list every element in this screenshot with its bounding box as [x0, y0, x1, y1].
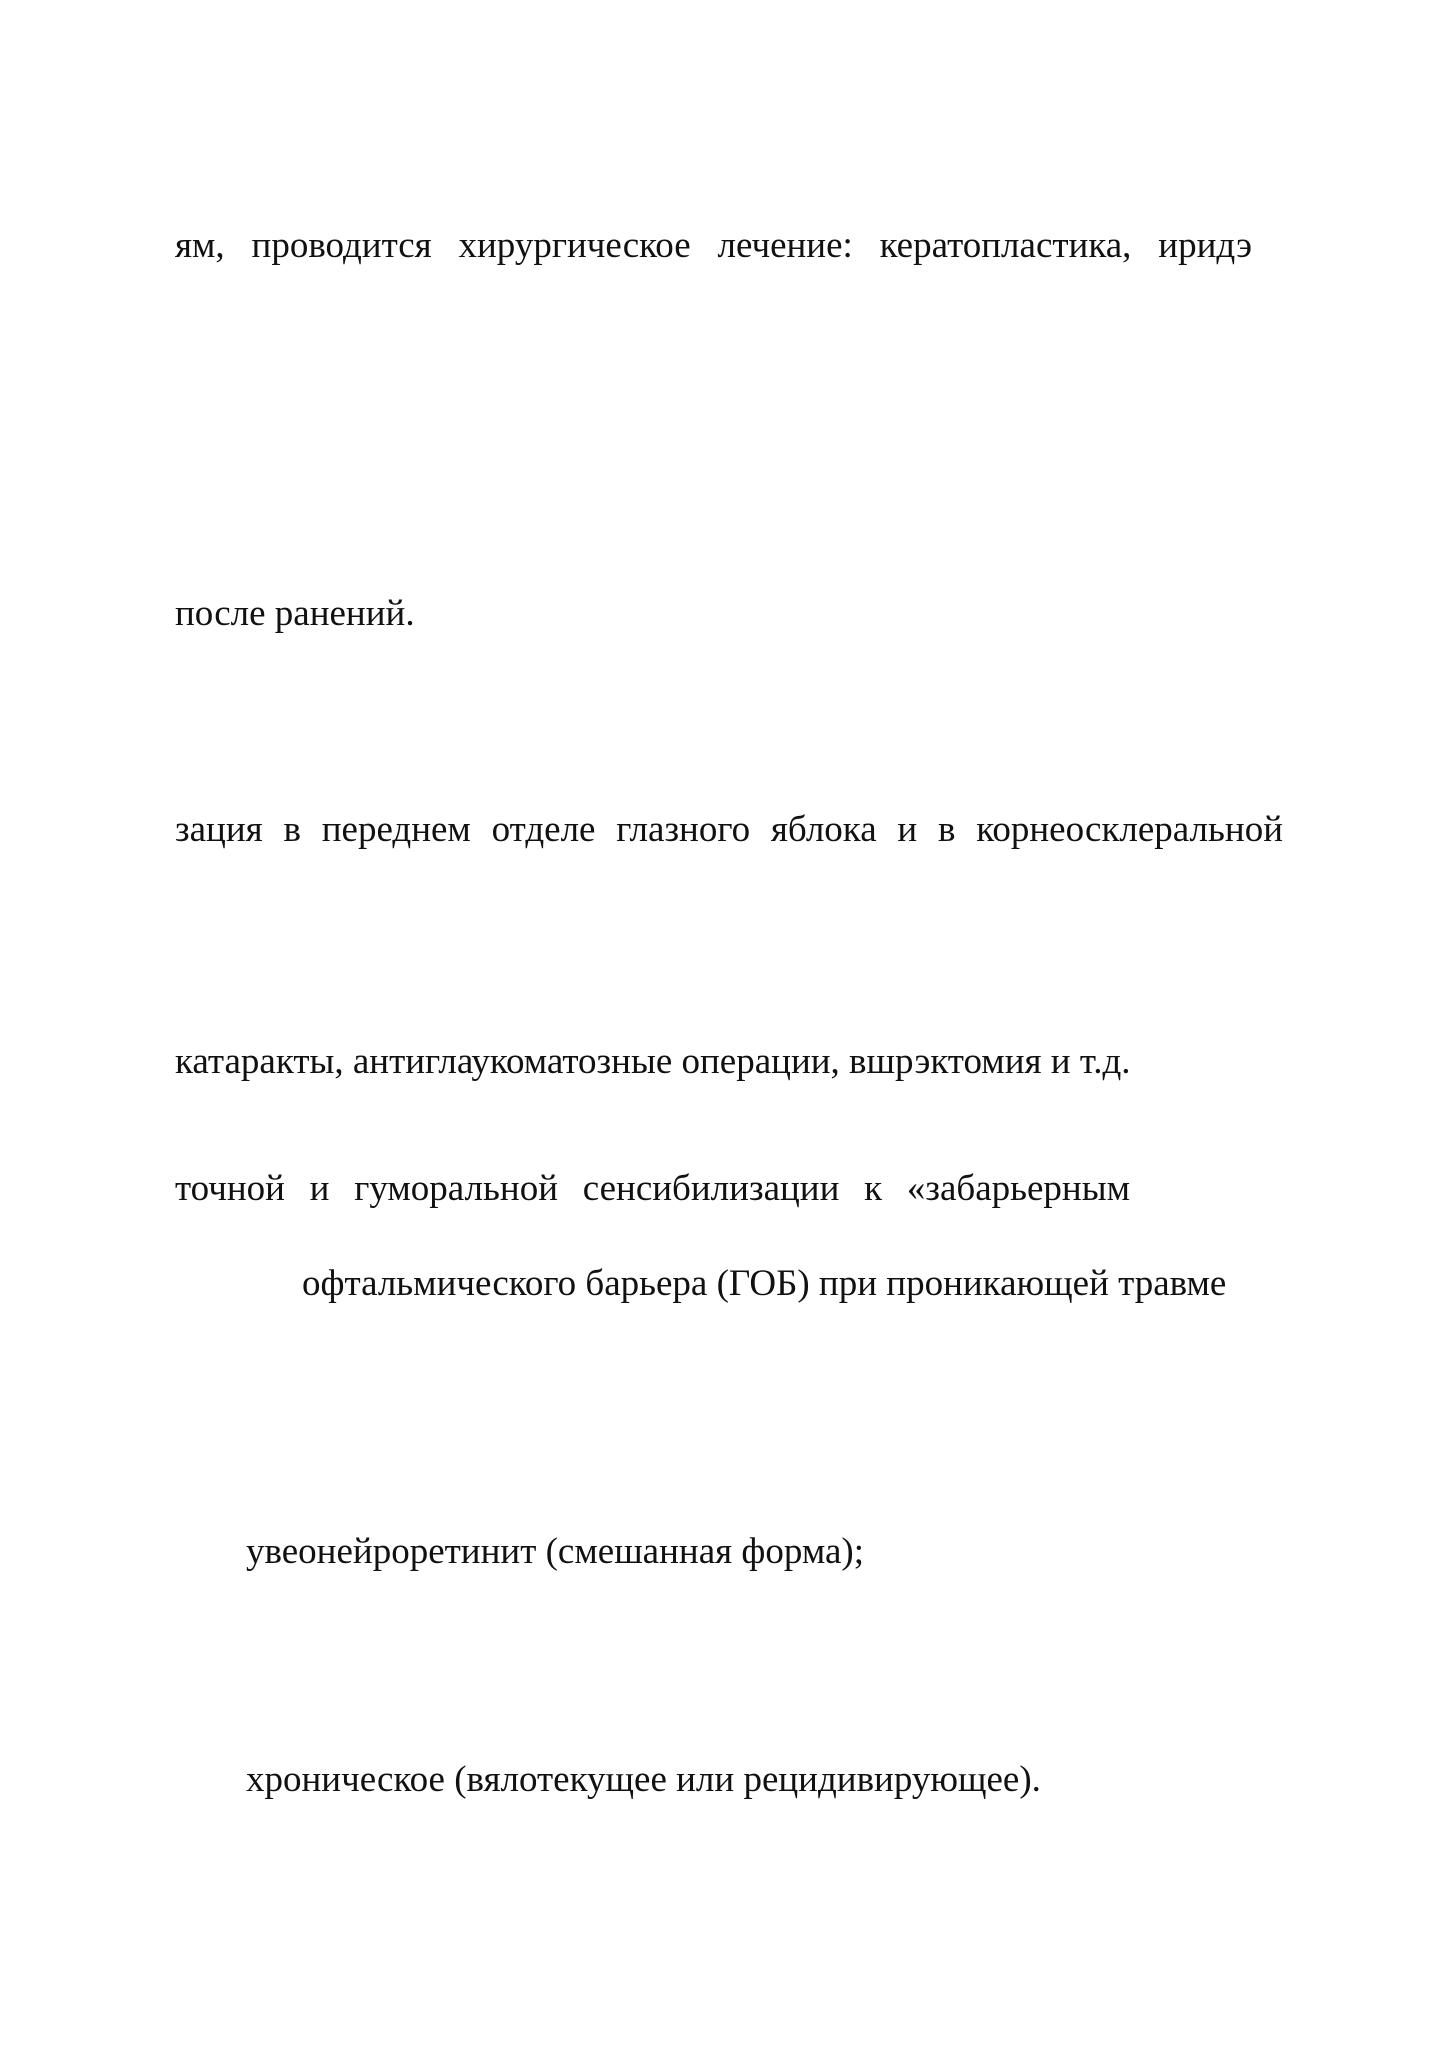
text-line-5: точной и гуморальной сенсибилизации к «забарьерным — [175, 1168, 1130, 1209]
text-line-6: офтальмического барьера (ГОБ) при проникающей травме — [302, 1263, 1227, 1304]
text-line-4: катаракты, антиглаукоматозные операции, вшрэктомия и т.д. — [175, 1041, 1131, 1082]
text-line-8: хроническое (вялотекущее или рецидивирующее). — [246, 1759, 1041, 1800]
text-line-1: ям, проводится хирургическое лечение: кератопластика, иридэ — [175, 225, 1252, 266]
text-line-3: зация в переднем отделе глазного яблока и в корнеосклеральной — [175, 809, 1283, 850]
text-line-2: после ранений. — [175, 593, 415, 634]
text-line-7: увеонейроретинит (смешанная форма); — [246, 1531, 864, 1572]
